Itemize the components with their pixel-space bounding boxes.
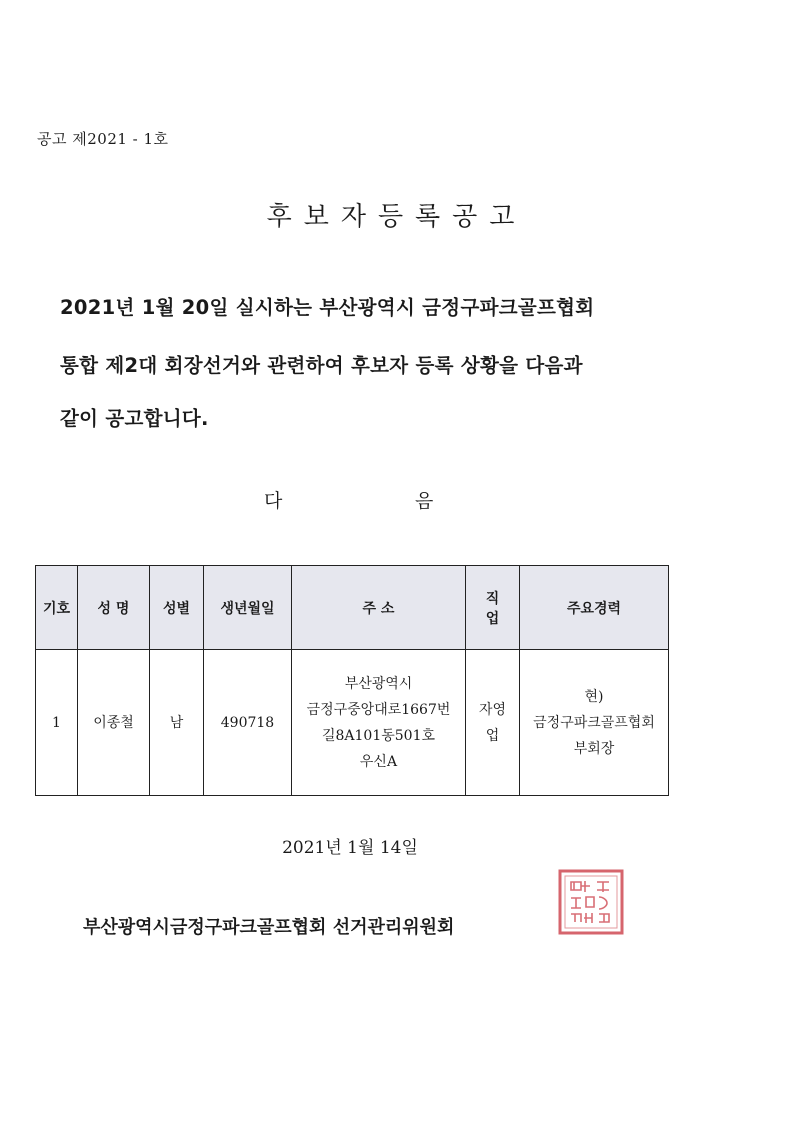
official-seal-stamp [557,868,625,936]
header-address: 주 소 [292,566,466,650]
candidate-table [35,565,669,796]
cell-birth: 490718 [204,650,292,796]
career-line-1: 현) [584,688,604,705]
body-line-3: 같이 공고합니다. [60,407,209,430]
header-job [466,566,520,650]
address-line-1: 부산광역시 [344,675,413,692]
cell-name: 이종철 [78,650,150,796]
table-row [36,650,669,796]
committee-name: 부산광역시금정구파크골프협회 선거관리위원회 [83,917,455,938]
cell-gender: 남 [150,650,204,796]
heading-da: 다 [264,490,283,512]
header-career: 주요경력 [520,566,669,650]
cell-career [520,650,669,796]
body-line-2: 통합 제2대 회장선거와 관련하여 후보자 등록 상황을 다음과 [60,354,583,377]
body-line-1: 2021년 1월 20일 실시하는 부산광역시 금정구파크골프협회 [60,296,595,319]
header-job-line2: 업 [485,610,500,627]
heading-eum: 음 [415,490,434,512]
address-line-2: 금정구중앙대로1667번 [306,701,451,718]
address-line-3: 길8A101동501호 [321,727,436,744]
header-birth: 생년월일 [204,566,292,650]
header-no: 기호 [36,566,78,650]
career-line-2: 금정구파크골프협회 [533,714,655,731]
career-line-3: 부회장 [573,740,615,757]
table-header-row [36,566,669,650]
header-name: 성 명 [78,566,150,650]
address-line-4: 우신A [359,753,398,770]
header-job-line1: 직 [485,590,500,607]
cell-no: 1 [36,650,78,796]
header-gender: 성별 [150,566,204,650]
job-line-1: 자영 [478,701,507,718]
notice-number: 공고 제2021 - 1호 [37,130,169,148]
cell-address [292,650,466,796]
cell-job [466,650,520,796]
notice-date: 2021년 1월 14일 [282,838,418,858]
notice-title: 후보자등록공고 [266,202,527,232]
job-line-2: 업 [485,727,500,744]
